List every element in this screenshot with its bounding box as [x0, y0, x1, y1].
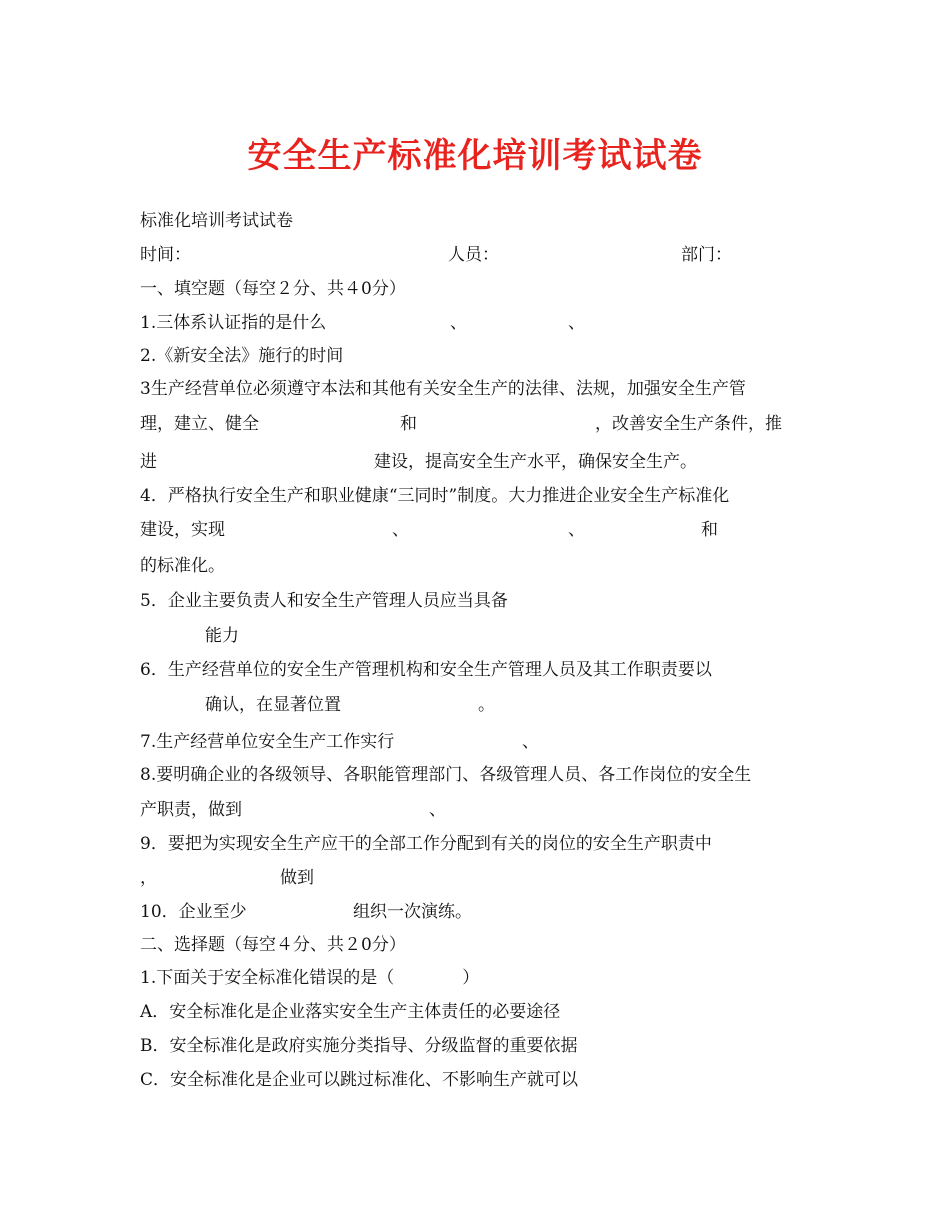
mc1-question: 1.下面关于安全标准化错误的是（ ）	[140, 968, 480, 988]
q1-sep1: 、	[450, 313, 467, 333]
mc1-option-c: C．安全标准化是企业可以跳过标准化、不影响生产就可以	[140, 1070, 579, 1090]
q8-line2-b: 、	[429, 800, 446, 820]
q5-line1: 5．企业主要负责人和安全生产管理人员应当具备	[140, 591, 508, 611]
time-label: 时间：	[140, 245, 191, 265]
q7-sep: 、	[522, 732, 539, 752]
q5-line2: 能力	[205, 626, 239, 646]
q10-a: 10．企业至少	[140, 902, 247, 922]
dept-label: 部门：	[681, 245, 732, 265]
q3-line2-b: 和	[400, 414, 417, 434]
q6-line2-a: 确认，在显著位置	[205, 695, 341, 715]
q3-line2-c: ，改善安全生产条件，推	[595, 414, 782, 434]
q6-line1: 6．生产经营单位的安全生产管理机构和安全生产管理人员及其工作职责要以	[140, 660, 712, 680]
mc1-option-b: B．安全标准化是政府实施分类指导、分级监督的重要依据	[140, 1036, 578, 1056]
mc1-option-a: A．安全标准化是企业落实安全生产主体责任的必要途径	[140, 1002, 561, 1022]
q3-line3-b: 建设，提高安全生产水平，确保安全生产。	[374, 452, 697, 472]
q4-line2-a: 建设，实现	[140, 520, 225, 540]
q9-line2-a: ，	[140, 868, 157, 888]
section-multiple-choice: 二、选择题（每空４分、共２0分）	[140, 935, 406, 955]
person-label: 人员：	[448, 245, 499, 265]
q8-line1: 8.要明确企业的各级领导、各职能管理部门、各级管理人员、各工作岗位的安全生	[140, 765, 752, 785]
subtitle: 标准化培训考试试卷	[140, 211, 293, 231]
q4-line1: 4．严格执行安全生产和职业健康“三同时”制度。大力推进企业安全生产标准化	[140, 486, 730, 506]
q10-b: 组织一次演练。	[353, 902, 472, 922]
q1-text: 1.三体系认证指的是什么	[140, 313, 327, 333]
q3-line1: 3生产经营单位必须遵守本法和其他有关安全生产的法律、法规，加强安全生产管	[140, 379, 746, 399]
q4-line2-d: 和	[701, 520, 718, 540]
q7-text: 7.生产经营单位安全生产工作实行	[140, 732, 395, 752]
page-title: 安全生产标准化培训考试试卷	[247, 136, 703, 176]
q6-line2-b: 。	[478, 695, 495, 715]
q2-text: 2.《新安全法》施行的时间	[140, 346, 344, 366]
q3-line3-a: 进	[140, 452, 157, 472]
q8-line2-a: 产职责，做到	[140, 800, 242, 820]
q4-line2-b: 、	[392, 520, 409, 540]
q4-line3: 的标准化。	[140, 556, 225, 576]
q1-sep2: 、	[568, 313, 585, 333]
q9-line2-b: 做到	[280, 868, 314, 888]
q9-line1: 9．要把为实现安全生产应干的全部工作分配到有关的岗位的安全生产职责中	[140, 834, 712, 854]
section-fill-blank: 一、填空题（每空２分、共４0分）	[140, 279, 406, 299]
q3-line2-a: 理，建立、健全	[140, 414, 259, 434]
q4-line2-c: 、	[568, 520, 585, 540]
